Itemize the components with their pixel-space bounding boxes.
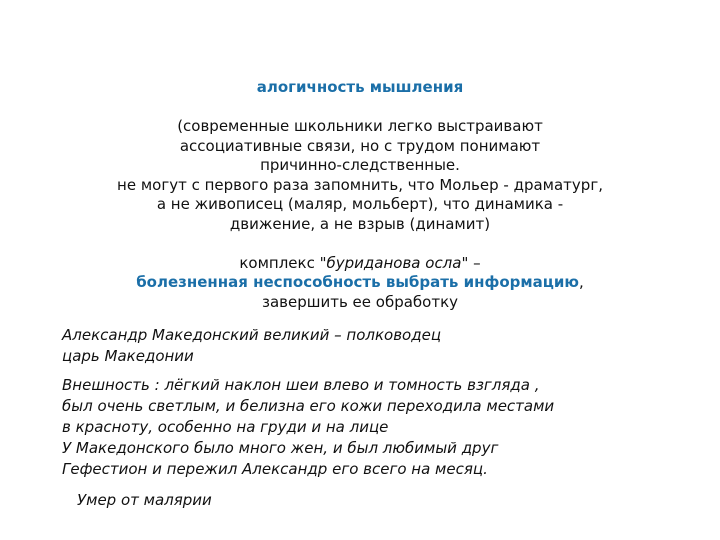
bio-line: Александр Македонский великий – полководец: [62, 326, 442, 344]
complex-italic: буриданова осла: [326, 253, 462, 272]
complex-line: [40, 254, 680, 274]
death-line: Умер от малярии: [77, 491, 212, 509]
bio-text-block: [62, 325, 682, 511]
accent-line: [40, 273, 680, 293]
complex-prefix: комплекс ": [239, 253, 327, 272]
accent-comma: ,: [579, 273, 584, 291]
para-line: а не живописец (маляр, мольберт), что динамика -: [156, 195, 564, 213]
slide-title: алогичность мышления: [256, 78, 464, 96]
last-line: завершить ее обработку: [261, 292, 459, 311]
accent-text: болезненная неспособность выбрать информацию: [136, 273, 580, 291]
wives-line: Гефестион и пережил Александр его всего на месяц.: [62, 460, 488, 478]
top-text-block: [40, 78, 680, 312]
appearance-line: Внешность : лёгкий наклон шеи влево и томность взгляда ,: [62, 376, 540, 394]
para-line: (современные школьники легко выстраивают: [177, 117, 543, 135]
para-line: причинно-следственные.: [260, 156, 460, 174]
wives-line: У Македонского было много жен, и был любимый друг: [62, 439, 499, 457]
para-line: не могут с первого раза запомнить, что Мольер - драматург,: [117, 175, 603, 194]
appearance-line: был очень светлым, и белизна его кожи переходила местами: [62, 397, 555, 415]
para-line: движение, а не взрыв (динамит): [229, 214, 491, 233]
appearance-line: в красноту, особенно на груди и на лице: [62, 418, 389, 436]
spacer: [40, 98, 680, 118]
bio-line: царь Македонии: [62, 347, 194, 365]
spacer: [40, 234, 680, 254]
complex-suffix: " –: [461, 253, 481, 272]
para-line: ассоциативные связи, но с трудом понимают: [179, 136, 541, 155]
